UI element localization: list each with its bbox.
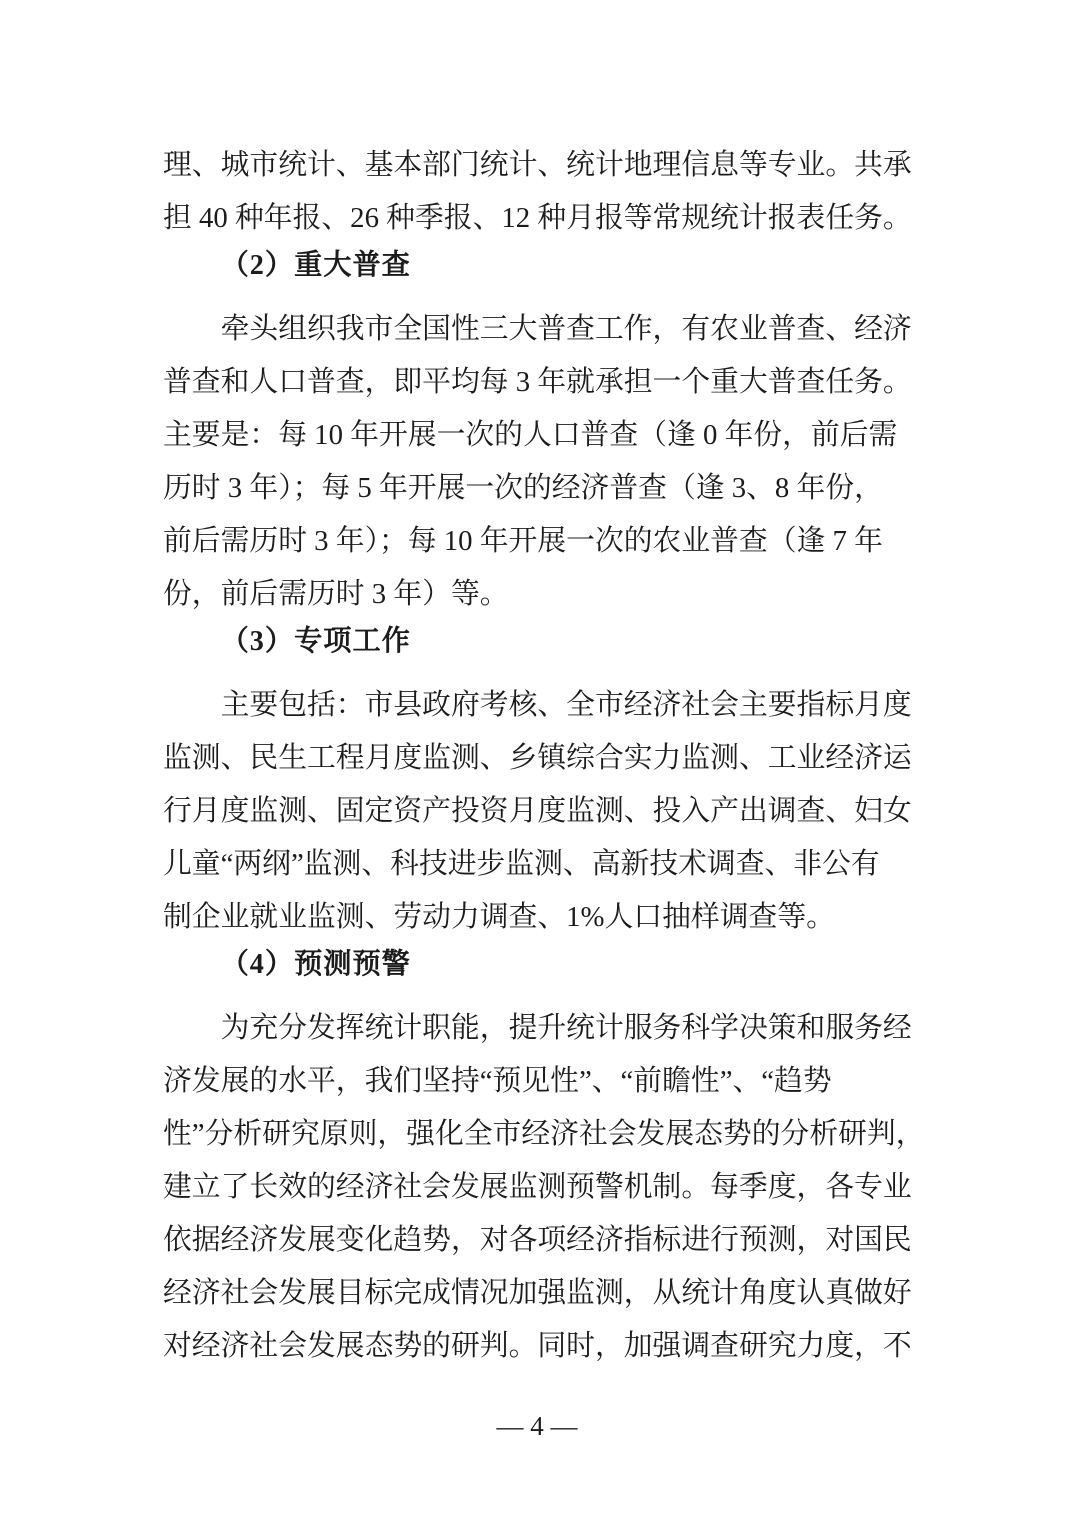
text-line: 建立了长效的经济社会发展监测预警机制。每季度，各专业 <box>163 1171 912 1203</box>
text-line: 性”分析研究原则，强化全市经济社会发展态势的分析研判， <box>163 1118 925 1150</box>
document-body <box>163 139 925 1373</box>
text-line: 担 40 种年报、26 种季报、12 种月报等常规统计报表任务。 <box>163 202 912 234</box>
section-heading: （3）专项工作 <box>220 626 411 657</box>
text-line: 依据经济发展变化趋势，对各项经济指标进行预测，对国民 <box>163 1224 912 1256</box>
text-line: 主要是：每 10 年开展一次的人口普查（逢 0 年份，前后需 <box>163 419 898 451</box>
text-line: 历时 3 年）；每 5 年开展一次的经济普查（逢 3、8 年份， <box>163 472 883 504</box>
text-line: 普查和人口普查，即平均每 3 年就承担一个重大普查任务。 <box>163 366 912 398</box>
text-line: 前后需历时 3 年）；每 10 年开展一次的农业普查（逢 7 年 <box>163 525 883 557</box>
text-line: 儿童“两纲”监测、科技进步监测、高新技术调查、非公有 <box>163 848 880 880</box>
text-line: 份，前后需历时 3 年）等。 <box>163 578 509 610</box>
text-line: 牵头组织我市全国性三大普查工作，有农业普查、经济 <box>220 313 912 345</box>
text-line: 经济社会发展目标完成情况加强监测，从统计角度认真做好 <box>163 1277 912 1309</box>
text-line: 制企业就业监测、劳动力调查、1%人口抽样调查等。 <box>163 901 835 933</box>
text-line: 对经济社会发展态势的研判。同时，加强调查研究力度，不 <box>163 1330 912 1362</box>
text-line: 主要包括：市县政府考核、全市经济社会主要指标月度 <box>220 689 912 721</box>
page-number: — 4 — <box>496 1411 578 1441</box>
section-heading: （2）重大普查 <box>220 250 411 281</box>
text-line: 监测、民生工程月度监测、乡镇综合实力监测、工业经济运 <box>163 742 912 774</box>
text-line: 理、城市统计、基本部门统计、统计地理信息等专业。共承 <box>163 149 912 181</box>
text-line: 行月度监测、固定资产投资月度监测、投入产出调查、妇女 <box>163 795 912 827</box>
text-line: 济发展的水平，我们坚持“预见性”、“前瞻性”、“趋势 <box>163 1065 832 1097</box>
text-line: 为充分发挥统计职能，提升统计服务科学决策和服务经 <box>220 1012 912 1044</box>
section-heading: （4）预测预警 <box>220 949 411 980</box>
